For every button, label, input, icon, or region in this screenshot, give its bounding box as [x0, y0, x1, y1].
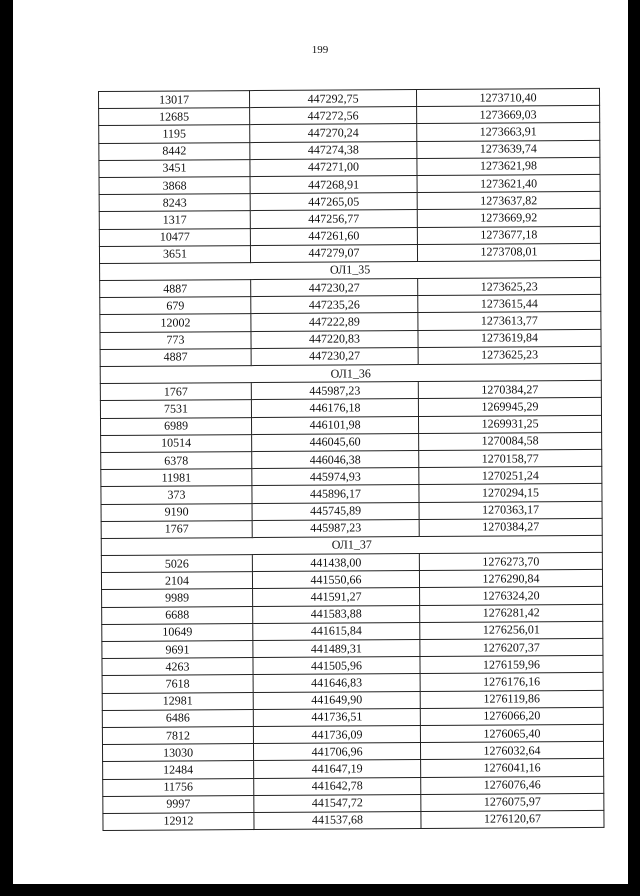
- y-coordinate-cell: 1276281,42: [420, 604, 603, 622]
- y-coordinate-cell: 1276076,46: [421, 776, 604, 794]
- table-row: [103, 810, 604, 830]
- y-coordinate-cell: 1276119,86: [420, 690, 603, 708]
- point-id-cell: 10514: [101, 434, 252, 452]
- point-id-cell: 373: [101, 486, 252, 504]
- point-id-cell: 3651: [99, 245, 250, 263]
- x-coordinate-cell: 446101,98: [251, 416, 418, 434]
- coordinates-table: [98, 88, 605, 831]
- x-coordinate-cell: 446045,60: [252, 433, 419, 451]
- x-coordinate-cell: 445745,89: [252, 502, 419, 520]
- point-id-cell: 12484: [103, 761, 254, 779]
- x-coordinate-cell: 441736,51: [253, 708, 420, 726]
- x-coordinate-cell: 445974,93: [252, 468, 419, 486]
- y-coordinate-cell: 1270363,17: [419, 501, 602, 519]
- point-id-cell: 13030: [102, 744, 253, 762]
- y-coordinate-cell: 1276120,67: [421, 810, 604, 828]
- y-coordinate-cell: 1276065,40: [420, 724, 603, 742]
- point-id-cell: 1317: [99, 211, 250, 229]
- y-coordinate-cell: 1276324,20: [420, 587, 603, 605]
- point-id-cell: 6989: [100, 417, 251, 435]
- y-coordinate-cell: 1269945,29: [418, 398, 601, 416]
- scan-border-bottom: [0, 884, 640, 896]
- y-coordinate-cell: 1270384,27: [418, 381, 601, 399]
- point-id-cell: 9997: [103, 795, 254, 813]
- point-id-cell: 9691: [102, 641, 253, 659]
- y-coordinate-cell: 1276207,37: [420, 638, 603, 656]
- scan-border-right: [628, 0, 640, 896]
- x-coordinate-cell: 441505,96: [253, 657, 420, 675]
- point-id-cell: 11981: [101, 469, 252, 487]
- x-coordinate-cell: 447235,26: [251, 296, 418, 314]
- y-coordinate-cell: 1276159,96: [420, 656, 603, 674]
- y-coordinate-cell: 1273669,92: [417, 209, 600, 227]
- y-coordinate-cell: 1273708,01: [417, 243, 600, 261]
- point-id-cell: 4887: [100, 348, 251, 366]
- x-coordinate-cell: 441583,88: [253, 605, 420, 623]
- y-coordinate-cell: 1276256,01: [420, 621, 603, 639]
- point-id-cell: 4263: [102, 658, 253, 676]
- point-id-cell: 9989: [102, 589, 253, 607]
- y-coordinate-cell: 1276032,64: [420, 742, 603, 760]
- point-id-cell: 7531: [100, 400, 251, 418]
- point-id-cell: 6378: [101, 452, 252, 470]
- point-id-cell: 7618: [102, 675, 253, 693]
- y-coordinate-cell: 1273613,77: [418, 312, 601, 330]
- x-coordinate-cell: 447279,07: [250, 244, 417, 262]
- y-coordinate-cell: 1273625,23: [418, 346, 601, 364]
- point-id-cell: 1195: [99, 125, 250, 143]
- y-coordinate-cell: 1270384,27: [419, 518, 602, 536]
- x-coordinate-cell: 441647,19: [254, 760, 421, 778]
- x-coordinate-cell: 441706,96: [253, 743, 420, 761]
- point-id-cell: 9190: [101, 503, 252, 521]
- point-id-cell: 11756: [103, 778, 254, 796]
- point-id-cell: 5026: [101, 555, 252, 573]
- x-coordinate-cell: 446176,18: [251, 399, 418, 417]
- y-coordinate-cell: 1273625,23: [418, 277, 601, 295]
- section-label: ОЛ1_37: [101, 535, 602, 555]
- point-id-cell: 10649: [102, 623, 253, 641]
- x-coordinate-cell: 441646,83: [253, 674, 420, 692]
- y-coordinate-cell: 1276290,84: [419, 570, 602, 588]
- y-coordinate-cell: 1270251,24: [419, 467, 602, 485]
- x-coordinate-cell: 441736,09: [253, 725, 420, 743]
- x-coordinate-cell: 447268,91: [250, 175, 417, 193]
- x-coordinate-cell: 447256,77: [250, 210, 417, 228]
- y-coordinate-cell: 1273669,03: [417, 106, 600, 124]
- x-coordinate-cell: 447261,60: [250, 227, 417, 245]
- x-coordinate-cell: 447230,27: [251, 279, 418, 297]
- point-id-cell: 7812: [102, 727, 253, 745]
- x-coordinate-cell: 445987,23: [252, 519, 419, 537]
- y-coordinate-cell: 1269931,25: [418, 415, 601, 433]
- x-coordinate-cell: 447292,75: [250, 90, 417, 108]
- point-id-cell: 8243: [99, 194, 250, 212]
- scan-border-left: [0, 0, 13, 896]
- section-label: ОЛ1_35: [100, 260, 601, 280]
- point-id-cell: 1767: [101, 520, 252, 538]
- point-id-cell: 12685: [99, 108, 250, 126]
- y-coordinate-cell: 1276041,16: [421, 759, 604, 777]
- y-coordinate-cell: 1273639,74: [417, 140, 600, 158]
- point-id-cell: 1767: [100, 383, 251, 401]
- point-id-cell: 773: [100, 331, 251, 349]
- x-coordinate-cell: 447222,89: [251, 313, 418, 331]
- x-coordinate-cell: 441438,00: [252, 554, 419, 572]
- point-id-cell: 12912: [103, 812, 254, 830]
- x-coordinate-cell: 445987,23: [251, 382, 418, 400]
- x-coordinate-cell: 441615,84: [253, 622, 420, 640]
- y-coordinate-cell: 1273619,84: [418, 329, 601, 347]
- x-coordinate-cell: 447272,56: [250, 107, 417, 125]
- point-id-cell: 12002: [100, 314, 251, 332]
- y-coordinate-cell: 1276176,16: [420, 673, 603, 691]
- x-coordinate-cell: 445896,17: [252, 485, 419, 503]
- point-id-cell: 12981: [102, 692, 253, 710]
- x-coordinate-cell: 447230,27: [251, 347, 418, 365]
- x-coordinate-cell: 447270,24: [250, 124, 417, 142]
- point-id-cell: 6688: [102, 606, 253, 624]
- y-coordinate-cell: 1270084,58: [419, 432, 602, 450]
- point-id-cell: 8442: [99, 142, 250, 160]
- point-id-cell: 3451: [99, 159, 250, 177]
- x-coordinate-cell: 446046,38: [252, 450, 419, 468]
- y-coordinate-cell: 1273621,98: [417, 157, 600, 175]
- section-label: ОЛ1_36: [100, 363, 601, 383]
- point-id-cell: 2104: [101, 572, 252, 590]
- x-coordinate-cell: 441591,27: [253, 588, 420, 606]
- point-id-cell: 3868: [99, 177, 250, 195]
- point-id-cell: 679: [100, 297, 251, 315]
- y-coordinate-cell: 1273615,44: [418, 295, 601, 313]
- y-coordinate-cell: 1270158,77: [419, 449, 602, 467]
- x-coordinate-cell: 441547,72: [254, 794, 421, 812]
- y-coordinate-cell: 1273677,18: [417, 226, 600, 244]
- y-coordinate-cell: 1273663,91: [417, 123, 600, 141]
- y-coordinate-cell: 1273710,40: [416, 88, 599, 106]
- y-coordinate-cell: 1276066,20: [420, 707, 603, 725]
- x-coordinate-cell: 447271,00: [250, 158, 417, 176]
- x-coordinate-cell: 441642,78: [254, 777, 421, 795]
- y-coordinate-cell: 1276273,70: [419, 552, 602, 570]
- x-coordinate-cell: 441649,90: [253, 691, 420, 709]
- y-coordinate-cell: 1273637,82: [417, 192, 600, 210]
- point-id-cell: 10477: [99, 228, 250, 246]
- x-coordinate-cell: 447265,05: [250, 193, 417, 211]
- x-coordinate-cell: 447220,83: [251, 330, 418, 348]
- point-id-cell: 4887: [100, 280, 251, 298]
- point-id-cell: 6486: [102, 709, 253, 727]
- y-coordinate-cell: 1273621,40: [417, 174, 600, 192]
- y-coordinate-cell: 1270294,15: [419, 484, 602, 502]
- y-coordinate-cell: 1276075,97: [421, 793, 604, 811]
- x-coordinate-cell: 447274,38: [250, 141, 417, 159]
- point-id-cell: 13017: [99, 91, 250, 109]
- x-coordinate-cell: 441537,68: [254, 811, 421, 829]
- page-number: 199: [311, 44, 329, 56]
- x-coordinate-cell: 441489,31: [253, 640, 420, 658]
- x-coordinate-cell: 441550,66: [252, 571, 419, 589]
- coordinates-table-body: [99, 88, 605, 830]
